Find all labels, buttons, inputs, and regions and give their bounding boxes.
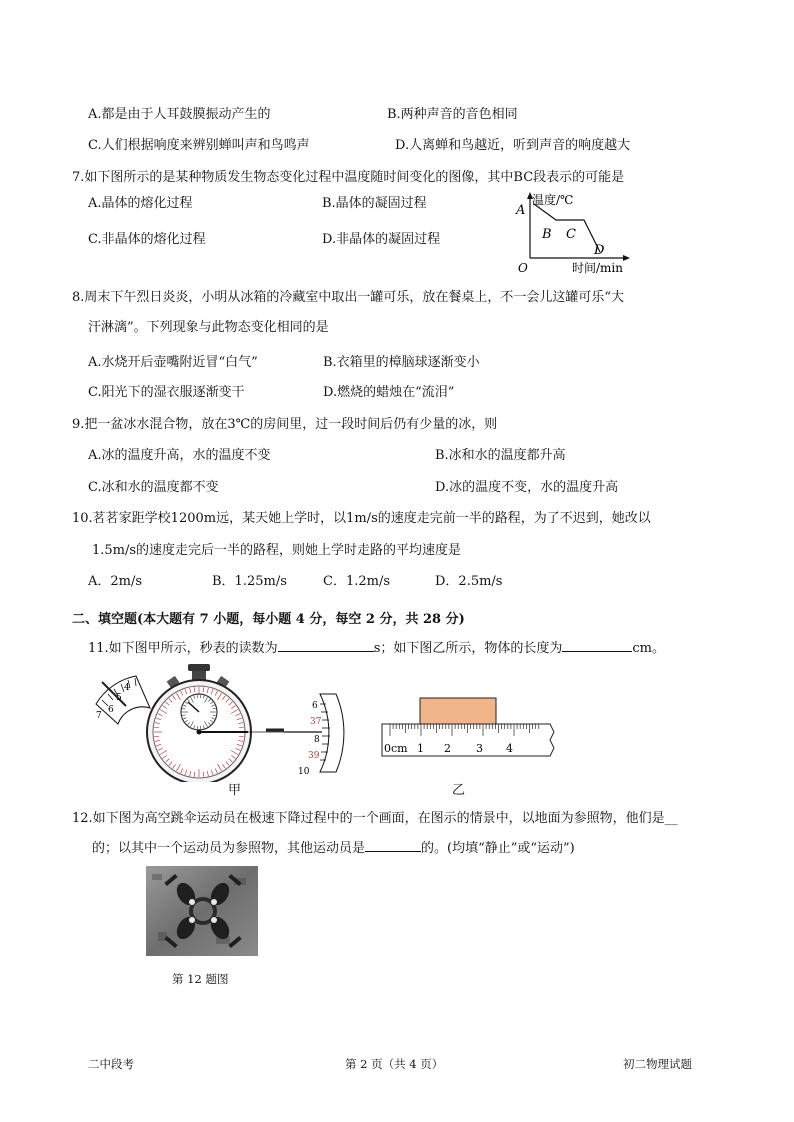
q8-stem-line2: 汗淋漓”。下列现象与此物态变化相同的是 [88, 320, 329, 335]
q8-option-a: A.水烧开后壶嘴附近冒“白气” [88, 355, 258, 370]
q10-option-c: C．1.2m/s [323, 574, 390, 589]
footer-left: 二中段考 [88, 1057, 134, 1071]
ruler-label-3: 3 [476, 742, 483, 755]
big-tick-8: 8 [314, 735, 320, 745]
ruler-label-4: 4 [506, 742, 513, 755]
q11-text-part3: cm。 [632, 641, 665, 656]
ruler-label-1: 1 [417, 742, 424, 755]
q9-option-b: B.冰和水的温度都升高 [435, 448, 566, 463]
q6-option-c: C.人们根据响度来辨别蝉叫声和鸟鸣声 [88, 138, 310, 153]
q8-option-c: C.阳光下的湿衣服逐渐变干 [88, 385, 245, 400]
small-tick-7: 7 [96, 711, 102, 721]
q8-stem-line1: 8.周末下午烈日炎炎，小明从冰箱的冷藏室中取出一罐可乐，放在餐桌上，不一会儿这罐可乐“大 [72, 290, 625, 305]
measured-block [420, 698, 496, 724]
graph-point-c: C [566, 227, 576, 242]
q11-line [88, 637, 665, 656]
q12-text-part2: 的。(均填“静止”或“运动”) [421, 841, 575, 856]
graph-y-label: 温度/℃ [532, 193, 574, 207]
q10-option-d: D．2.5m/s [435, 574, 503, 589]
graph-origin: O [518, 261, 528, 275]
q6-option-d: D.人离蝉和鸟越近，听到声音的响度越大 [395, 138, 631, 153]
q11-blank-length [562, 637, 632, 652]
q11-blank-stopwatch [278, 637, 374, 652]
ruler-figure [378, 694, 574, 764]
footer-right: 初二物理试题 [623, 1057, 692, 1071]
small-tick-5: 5 [116, 693, 122, 703]
big-tick-37: 37 [310, 717, 322, 727]
graph-point-d: D [594, 243, 605, 258]
caption-jia: 甲 [228, 783, 242, 798]
q10-option-b: B．1.25m/s [212, 574, 287, 589]
q12-blank-2 [365, 837, 421, 852]
section-heading: 二、填空题(本大题有 7 小题，每小题 4 分，每空 2 分，共 28 分) [72, 612, 465, 627]
q10-option-a: A．2m/s [88, 574, 143, 589]
q10-stem-line1: 10.茗茗家距学校1200m远，某天她上学时，以1m/s的速度走完前一半的路程，为了不迟到，她改以 [72, 511, 651, 526]
stopwatch-figure [88, 660, 358, 782]
q12-line1: 12.如下图为高空跳伞运动员在极速下降过程中的一个画面，在图示的情景中，以地面为参照物，他们是__ [72, 811, 678, 826]
q12-text-part1: 的；以其中一个运动员为参照物，其他运动员是 [92, 841, 366, 856]
q12-line2 [92, 837, 575, 856]
big-tick-6: 6 [312, 701, 318, 711]
q8-option-b: B.衣箱里的樟脑球逐渐变小 [323, 355, 480, 370]
q7-option-d: D.非晶体的凝固过程 [322, 232, 441, 247]
q6-option-b: B.两种声音的音色相同 [387, 107, 518, 122]
small-tick-4: 4 [124, 683, 130, 693]
q6-option-a: A.都是由于人耳鼓膜振动产生的 [88, 107, 271, 122]
big-tick-10: 10 [298, 767, 310, 777]
q8-option-d: D.燃烧的蜡烛在“流泪” [323, 385, 455, 400]
graph-point-b: B [542, 227, 552, 242]
ruler-label-2: 2 [444, 742, 451, 755]
caption-yi: 乙 [452, 783, 466, 798]
footer-page-number: 第 2 页（共 4 页） [345, 1057, 444, 1071]
q7-stem: 7.如下图所示的是某种物质发生物态变化过程中温度随时间变化的图像，其中BC段表示的可能是 [72, 170, 625, 185]
ruler-label-0: 0cm [384, 742, 408, 755]
temperature-time-graph [508, 190, 648, 280]
skydivers-photo [146, 866, 258, 956]
q9-option-d: D.冰的温度不变，水的温度升高 [435, 480, 619, 495]
q9-option-a: A.冰的温度升高，水的温度不变 [88, 448, 271, 463]
q11-text-part2: s；如下图乙所示，物体的长度为 [373, 641, 563, 656]
graph-x-label: 时间/min [572, 261, 623, 275]
q9-stem: 9.把一盆冰水混合物，放在3℃的房间里，过一段时间后仍有少量的冰，则 [72, 417, 498, 432]
q7-option-b: B.晶体的凝固过程 [322, 196, 427, 211]
q12-figure-caption: 第 12 题图 [172, 972, 229, 986]
q7-option-c: C.非晶体的熔化过程 [88, 232, 206, 247]
big-tick-39: 39 [308, 751, 320, 761]
graph-point-a: A [516, 203, 526, 218]
q11-text-part1: 11.如下图甲所示，秒表的读数为 [88, 641, 278, 656]
small-tick-6: 6 [108, 705, 114, 715]
q7-option-a: A.晶体的熔化过程 [88, 196, 193, 211]
q9-option-c: C.冰和水的温度都不变 [88, 480, 219, 495]
q10-stem-line2: 1.5m/s的速度走完后一半的路程，则她上学时走路的平均速度是 [92, 543, 462, 558]
